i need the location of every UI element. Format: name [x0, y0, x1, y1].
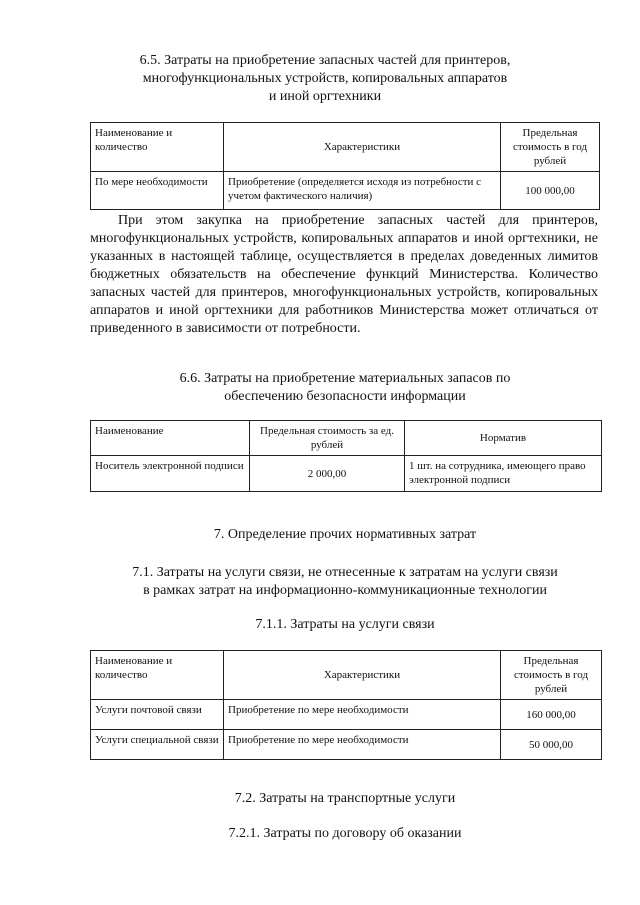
security-materials-table	[90, 420, 602, 492]
header-cell-characteristics: Характеристики	[224, 651, 501, 700]
communication-services-table	[90, 650, 602, 760]
heading-line: обеспечению безопасности информации	[224, 389, 466, 404]
heading-line: 6.5. Затраты на приобретение запасных частей для принтеров,	[139, 53, 511, 68]
table-row	[91, 700, 602, 730]
cell-name: Услуги специальной связи	[91, 730, 224, 760]
table-row	[91, 456, 602, 492]
cell-characteristics: Приобретение по мере необходимости	[224, 700, 501, 730]
header-cell-price: Предельная стоимость в год рублей	[501, 123, 600, 172]
heading-line: 7.1. Затраты на услуги связи, не отнесенные к затратам на услуги связи	[132, 565, 558, 580]
paragraph-text: При этом закупка на приобретение запасных частей для принтеров, многофункциональных устройств, копировальных аппаратов и иной оргтехники, не указанных в настоящей таблице, осуществляется в пределах доведенных лимитов бюджетных обязательств на обеспечение функций Министерства. Количество запасных частей для принтеров, многофункциональных устройств, копировальных аппаратов и иной оргтехники для работников Министерства может отличаться от приведенного в зависимости от потребности.	[90, 213, 598, 336]
heading-line: многофункциональных устройств, копировальных аппаратов	[142, 71, 508, 86]
body-paragraph	[90, 212, 598, 338]
table-row	[91, 730, 602, 760]
header-cell-price: Предельная стоимость в год рублей	[501, 651, 602, 700]
header-cell-characteristics: Характеристики	[224, 123, 501, 172]
section-7-1-heading	[90, 564, 600, 600]
cell-norm: 1 шт. на сотрудника, имеющего право электронной подписи	[405, 456, 602, 492]
section-7-2-heading: 7.2. Затраты на транспортные услуги	[234, 791, 456, 806]
cell-price: 160 000,00	[501, 700, 602, 730]
cell-characteristics: Приобретение по мере необходимости	[224, 730, 501, 760]
header-cell-name: Наименование и количество	[91, 123, 224, 172]
heading-line: и иной оргтехники	[268, 89, 382, 104]
table-header-row	[91, 651, 602, 700]
header-cell-price: Предельная стоимость за ед. рублей	[250, 421, 405, 456]
section-7-1-1-heading: 7.1.1. Затраты на услуги связи	[255, 617, 435, 632]
cell-price: 100 000,00	[501, 172, 600, 210]
header-cell-name: Наименование	[91, 421, 250, 456]
cell-name: Носитель электронной подписи	[91, 456, 250, 492]
cell-name: Услуги почтовой связи	[91, 700, 224, 730]
header-cell-name: Наименование и количество	[91, 651, 224, 700]
table-header-row	[91, 123, 600, 172]
header-cell-norm: Норматив	[405, 421, 602, 456]
section-7-heading: 7. Определение прочих нормативных затрат	[213, 527, 477, 542]
section-6-5-heading	[90, 52, 560, 106]
heading-line: 6.6. Затраты на приобретение материальных запасов по	[179, 371, 511, 386]
cell-price: 2 000,00	[250, 456, 405, 492]
heading-line: в рамках затрат на информационно-коммуникационные технологии	[143, 583, 547, 598]
cell-characteristics: Приобретение (определяется исходя из потребности с учетом фактического наличия)	[224, 172, 501, 210]
cell-price: 50 000,00	[501, 730, 602, 760]
section-7-2-1-heading: 7.2.1. Затраты по договору об оказании	[228, 826, 462, 841]
section-6-6-heading	[90, 370, 600, 406]
table-header-row	[91, 421, 602, 456]
table-row	[91, 172, 600, 210]
spare-parts-table	[90, 122, 600, 210]
cell-name: По мере необходимости	[91, 172, 224, 210]
